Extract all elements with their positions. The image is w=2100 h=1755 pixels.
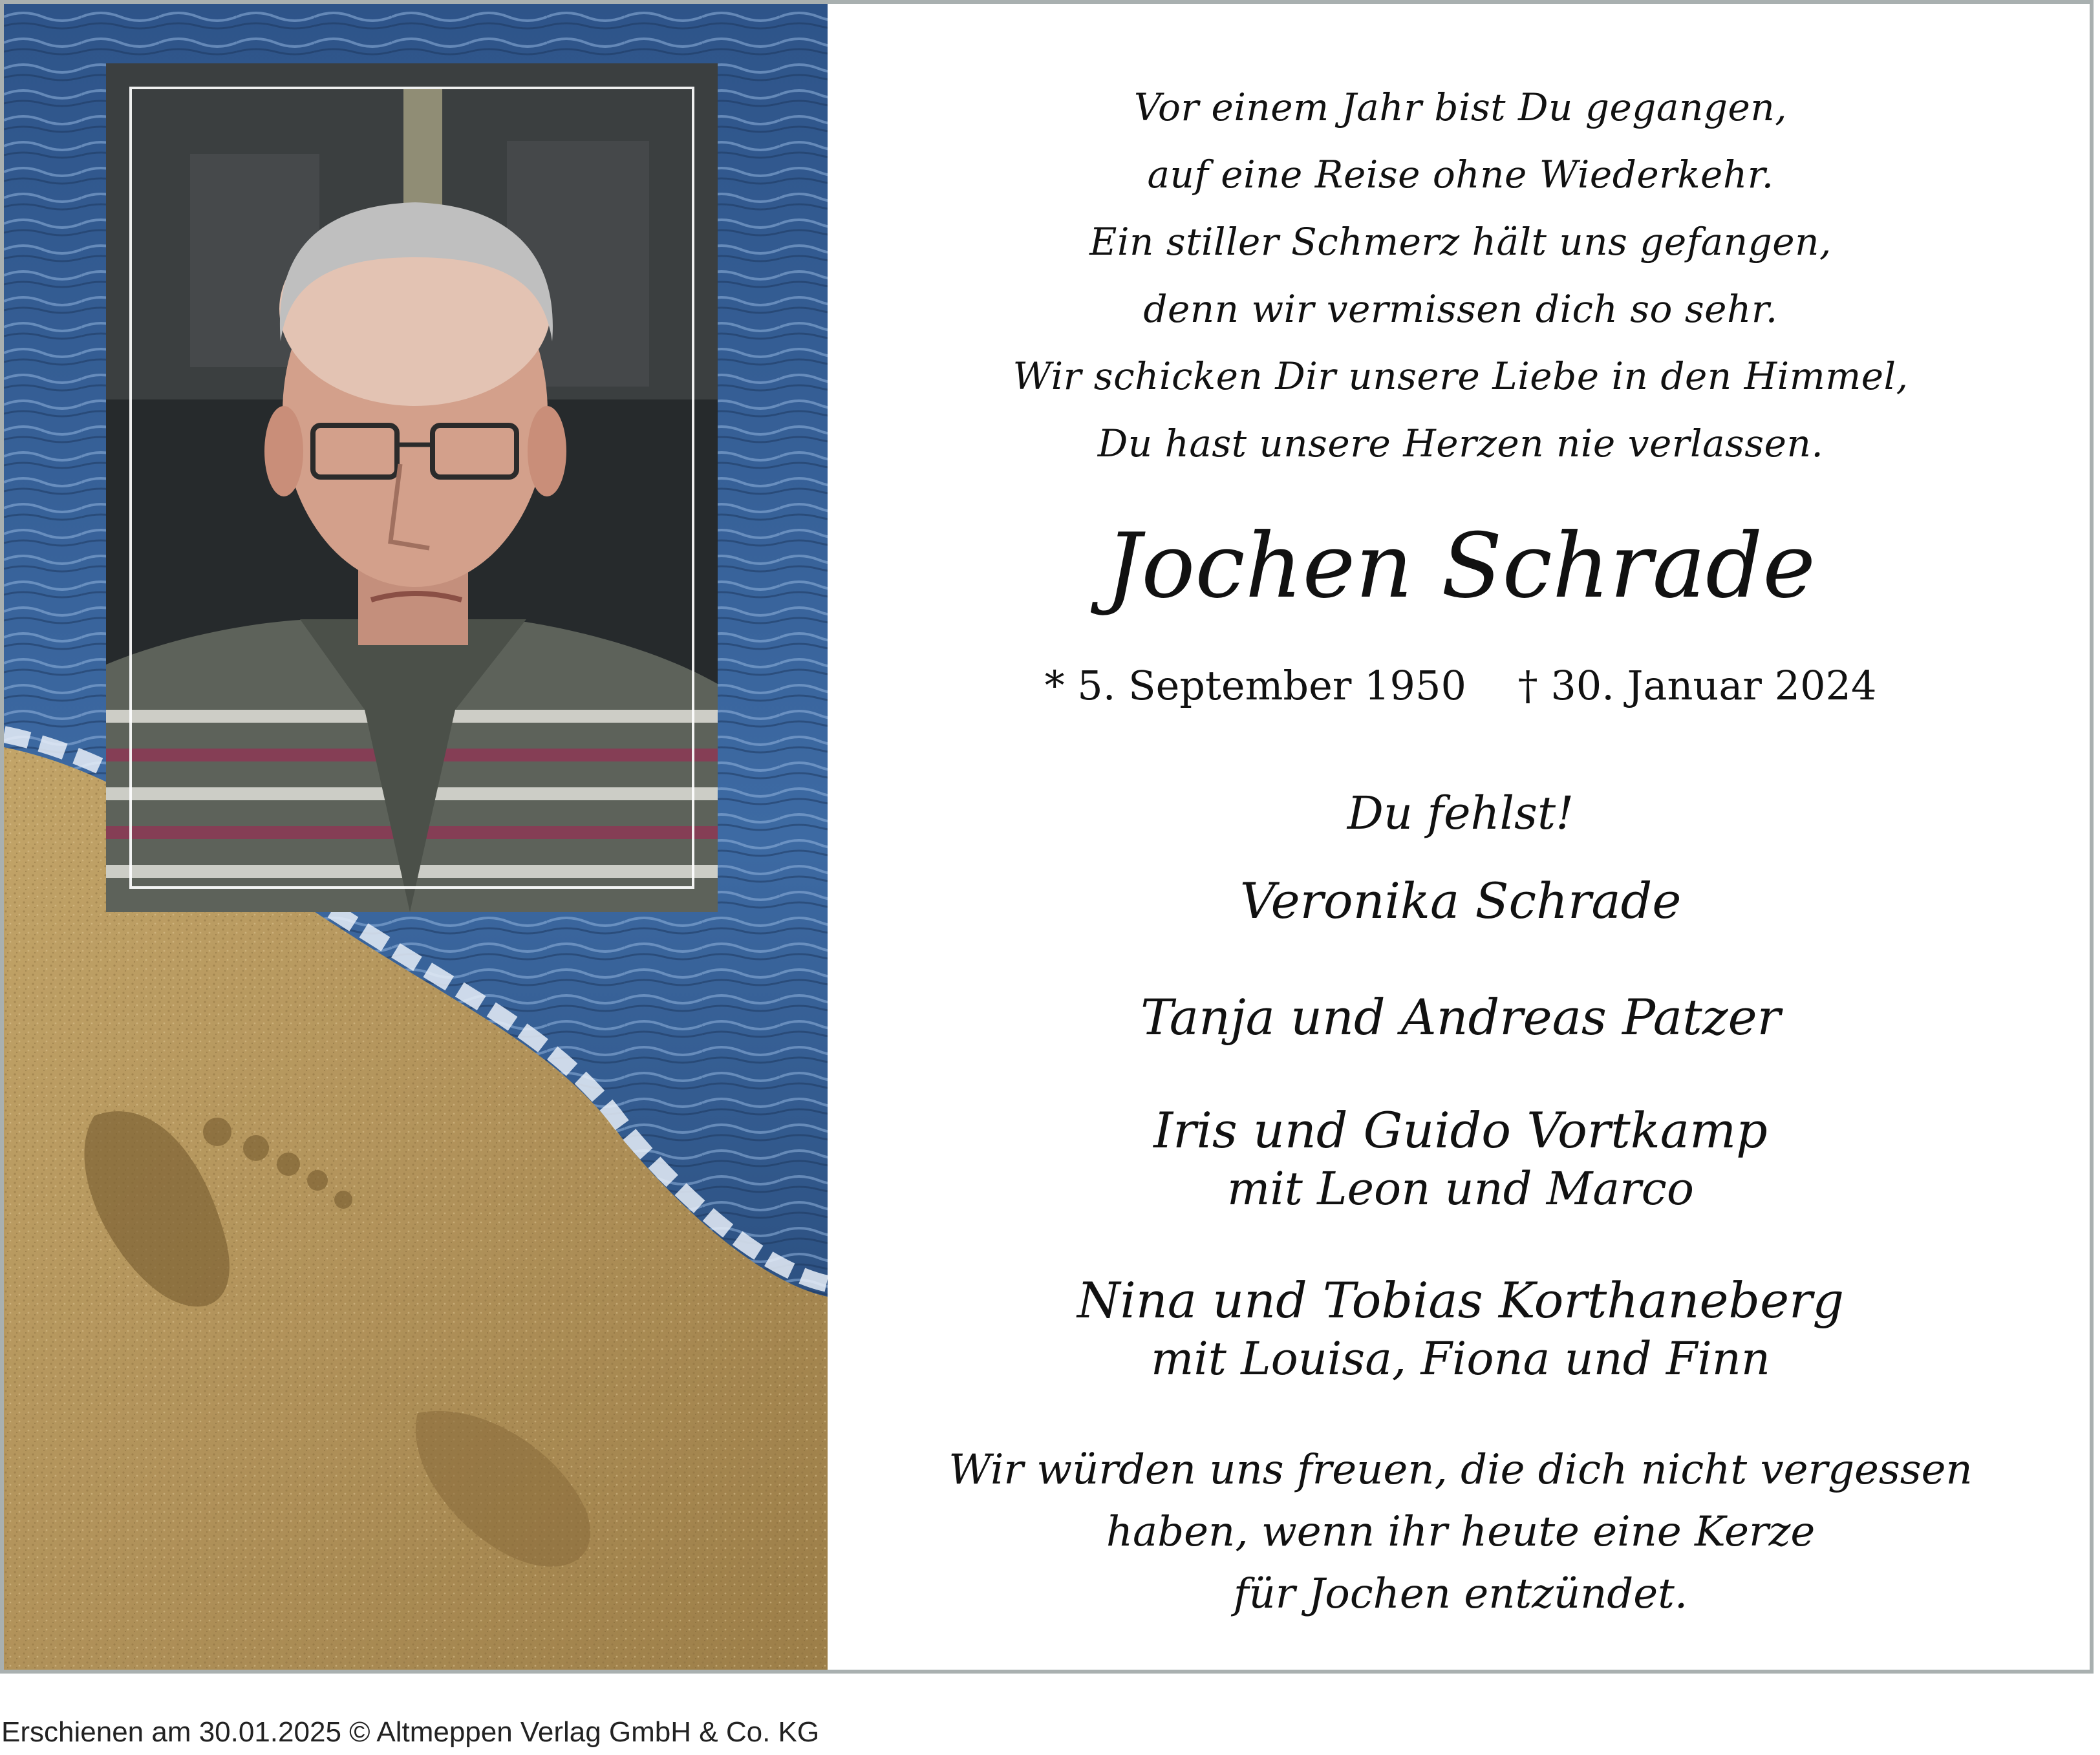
family-entry	[828, 986, 2094, 1048]
poem-line: Ein stiller Schmerz hält uns gefangen,	[1089, 220, 1832, 264]
death-date: † 30. Januar 2024	[1517, 662, 1877, 709]
life-dates	[828, 657, 2094, 715]
closing-message	[828, 1439, 2094, 1625]
family-entry-sub: mit Leon und Marco	[1227, 1162, 1694, 1215]
birth-date: * 5. September 1950	[1044, 662, 1466, 709]
poem-line: Vor einem Jahr bist Du gegangen,	[1133, 85, 1788, 129]
poem-line: denn wir vermissen dich so sehr.	[1143, 287, 1778, 331]
poem-line: Wir schicken Dir unsere Liebe in den Himmel,	[1012, 354, 1909, 398]
family-entry-sub: mit Louisa, Fiona und Finn	[1151, 1332, 1770, 1385]
closing-line: Wir würden uns freuen, die dich nicht vergessen	[948, 1446, 1973, 1494]
family-entry	[828, 870, 2094, 932]
portrait-photo	[106, 63, 718, 912]
family-entry-main: Veronika Schrade	[1239, 872, 1682, 930]
poem-line: auf eine Reise ohne Wiederkehr.	[1147, 153, 1774, 197]
deceased-name: Jochen Schrade	[1106, 514, 1816, 618]
family-entry	[828, 1270, 2094, 1386]
closing-line: für Jochen entzündet.	[1233, 1570, 1688, 1618]
family-entry-main: Nina und Tobias Korthaneberg	[1077, 1271, 1845, 1329]
closing-line: haben, wenn ihr heute eine Kerze	[1106, 1508, 1816, 1556]
family-entry-main: Tanja und Andreas Patzer	[1141, 988, 1781, 1046]
beach-footprint-image	[4, 4, 828, 1674]
person-silhouette-graphic	[106, 63, 718, 912]
family-entry-main: Iris und Guido Vortkamp	[1153, 1101, 1768, 1159]
missing-line: Du fehlst!	[1347, 787, 1574, 840]
text-column	[828, 4, 2094, 1674]
family-entry	[828, 1100, 2094, 1216]
poem-line: Du hast unsere Herzen nie verlassen.	[1097, 421, 1824, 465]
publication-footer: Erschienen am 30.01.2025 © Altmeppen Verlag GmbH & Co. KG	[1, 1716, 820, 1748]
memorial-poem	[828, 74, 2094, 477]
